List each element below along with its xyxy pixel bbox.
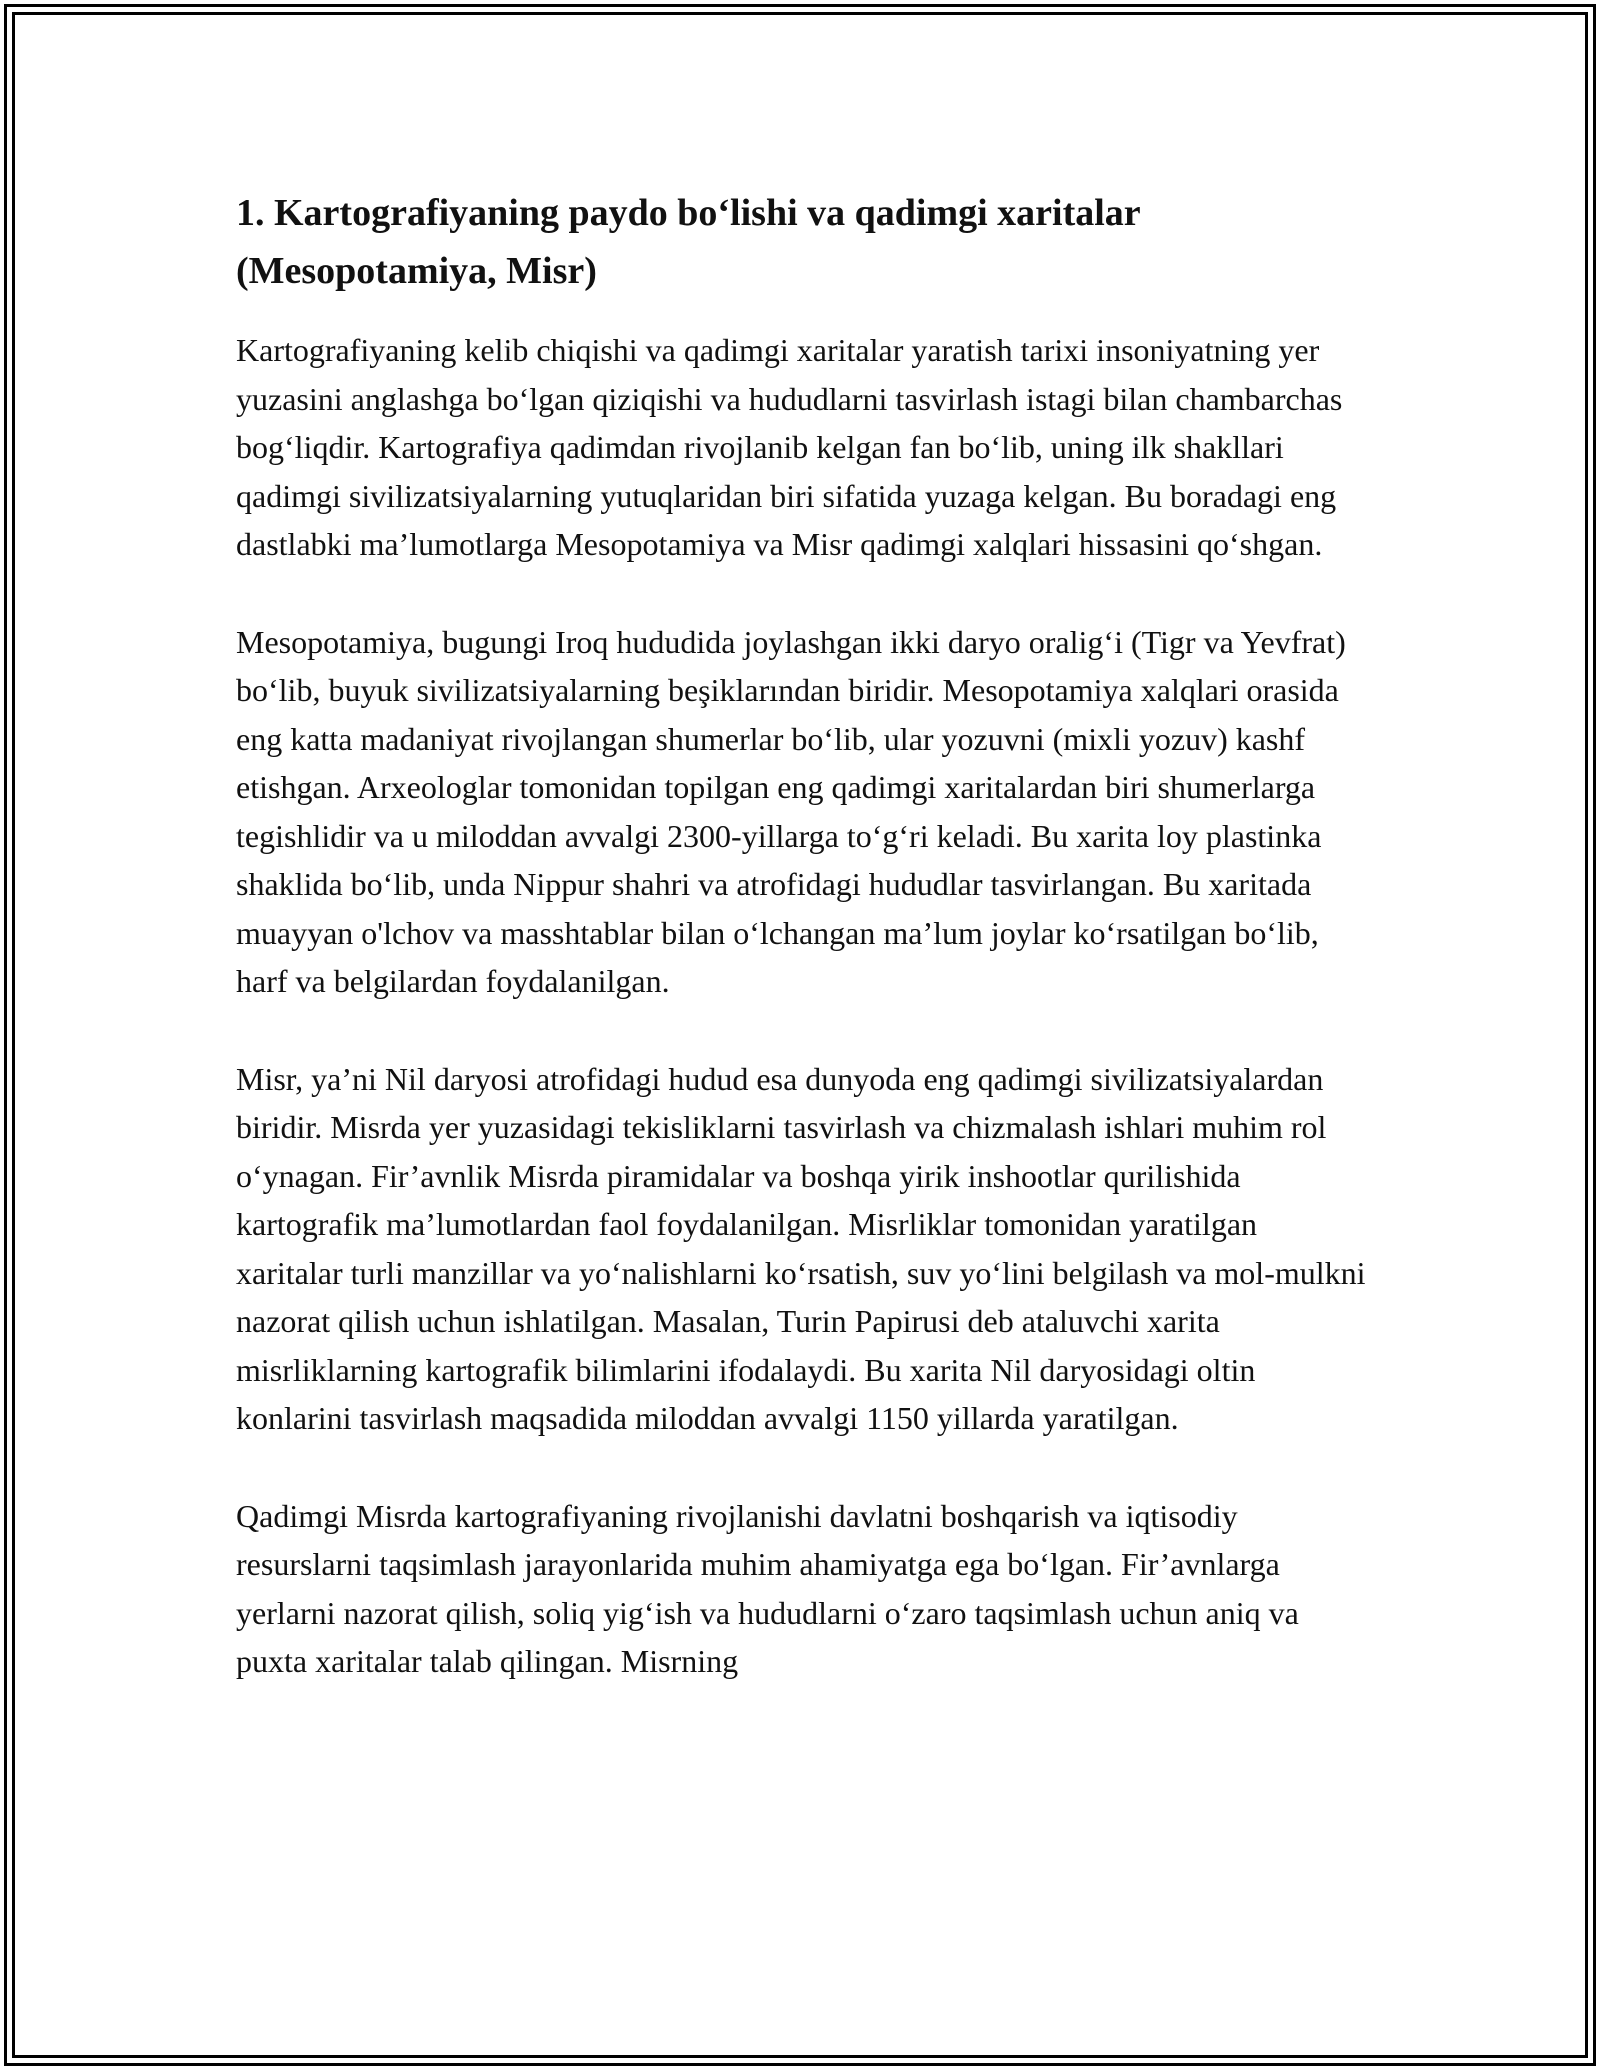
paragraph-egypt: Misr, ya’ni Nil daryosi atrofidagi hudud esa dunyoda eng qadimgi sivilizatsiyalardan biridir. Misrda yer yuzasidagi tekisliklarni tasvirlash va chizmalash ishlari muhim rol o‘ynagan. Fir’avnlik Misrda piramidalar va boshqa yirik inshootlar qurilishida kartografik ma’lumotlardan faol foydalanilgan. Misrliklar tomonidan yaratilgan xaritalar turli manzillar va yo‘nalishlarni ko‘rsatish, suv yo‘lini belgilash va mol-mulkni nazorat qilish uchun ishlatilgan. Masalan, Turin Papirusi deb ataluvchi xarita misrliklarning kartografik bilimlarini ifodalaydi. Bu xarita Nil daryosidagi oltin konlarini tasvirlash maqsadida miloddan avvalgi 1150 yillarda yaratilgan. xyxy=(236,1060,1366,1436)
paragraph-egypt-administration: Qadimgi Misrda kartografiyaning rivojlanishi davlatni boshqarish va iqtisodiy resurslarni taqsimlash jarayonlarida muhim ahamiyatga ega bo‘lgan. Fir’avnlarga yerlarni nazorat qilish, soliq yig‘ish va hududlarni o‘zaro taqsimlash uchun aniq va puxta xaritalar talab qilingan. Misrning xyxy=(236,1497,1299,1679)
document-body xyxy=(236,184,1366,1735)
paragraph-intro: Kartografiyaning kelib chiqishi va qadimgi xaritalar yaratish tarixi insoniyatning yer yuzasini anglashga bo‘lgan qiziqishi va hududlarni tasvirlash istagi bilan chambarchas bog‘liqdir. Kartografiya qadimdan rivojlanib kelgan fan bo‘lib, uning ilk shakllari qadimgi sivilizatsiyalarning yutuqlaridan biri sifatida yuzaga kelgan. Bu boradagi eng dastlabki ma’lumotlarga Mesopotamiya va Misr qadimgi xalqlari hissasini qo‘shgan. xyxy=(236,332,1343,562)
section-heading: 1. Kartografiyaning paydo bo‘lishi va qadimgi xaritalar (Mesopotamiya, Misr) xyxy=(236,192,1140,292)
paragraph-mesopotamia: Mesopotamiya, bugungi Iroq hududida joylashgan ikki daryo oralig‘i (Tigr va Yevfrat) bo‘lib, buyuk sivilizatsiyalarning beşiklarından biridir. Mesopotamiya xalqlari orasida eng katta madaniyat rivojlangan shumerlar bo‘lib, ular yozuvni (mixli yozuv) kashf etishgan. Arxeologlar tomonidan topilgan eng qadimgi xaritalardan biri shumerlarga tegishlidir va u miloddan avvalgi 2300-yillarga to‘g‘ri keladi. Bu xarita loy plastinka shaklida bo‘lib, unda Nippur shahri va atrofidagi hududlar tasvirlangan. Bu xaritada muayyan o'lchov va masshtablar bilan o‘lchangan ma’lum joylar ko‘rsatilgan bo‘lib, harf va belgilardan foydalanilgan. xyxy=(236,623,1346,999)
